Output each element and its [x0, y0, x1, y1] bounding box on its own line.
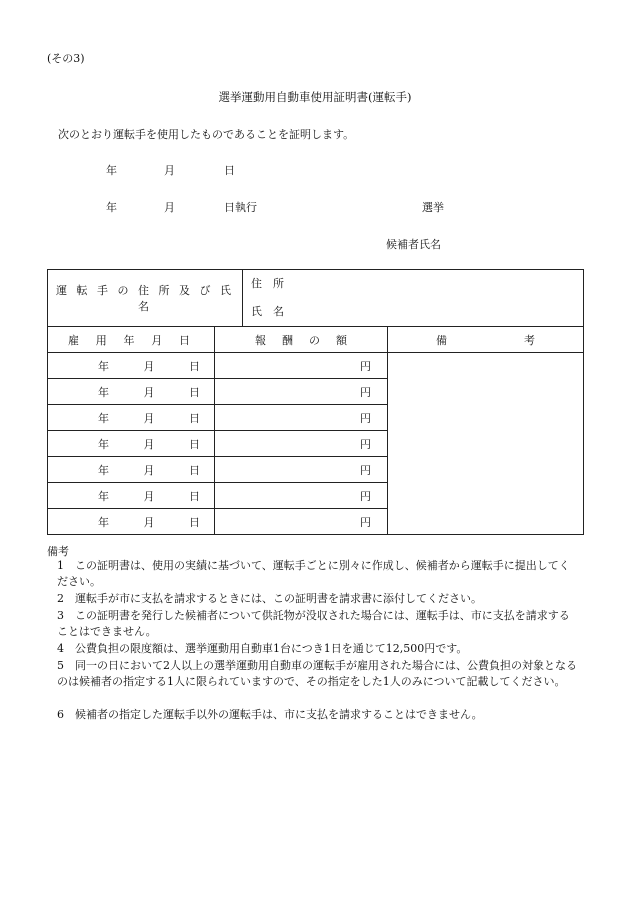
note-text: 公費負担の限度額は、選挙運動用自動車1台につき1日を通じて12,500円です。	[75, 642, 468, 655]
pay-amount-cell[interactable]	[215, 431, 388, 457]
row-year: 年	[98, 463, 109, 477]
row-month: 月	[143, 489, 155, 503]
page-label: (その3)	[47, 52, 85, 65]
driver-info-cell[interactable]	[243, 270, 584, 327]
employment-date-cell[interactable]	[48, 457, 215, 483]
header-char: 雇	[68, 333, 79, 347]
note-number: 1	[57, 559, 64, 572]
header-char: 用	[95, 333, 107, 347]
note-item	[57, 658, 577, 690]
note-number: 3	[57, 609, 64, 622]
document-title: 選挙運動用自動車使用証明書(運転手)	[218, 90, 412, 104]
remarks-header	[388, 327, 584, 353]
employment-date-cell[interactable]	[48, 483, 215, 509]
note-number: 4	[57, 642, 64, 655]
header-char: 報	[255, 333, 266, 347]
row-year: 年	[98, 515, 109, 529]
driver-label-cell	[48, 270, 243, 327]
row-yen: 円	[360, 463, 371, 477]
row-yen: 円	[360, 411, 371, 425]
pay-amount-header	[215, 327, 388, 353]
row-year: 年	[98, 385, 109, 399]
election-month-label: 月	[164, 201, 175, 214]
column-header-row	[48, 327, 584, 353]
row-day: 日	[189, 489, 200, 503]
certificate-table	[47, 269, 584, 535]
row-day: 日	[189, 411, 200, 425]
row-month: 月	[143, 385, 155, 399]
row-yen: 円	[360, 385, 371, 399]
header-char: 月	[151, 333, 163, 347]
row-month: 月	[143, 437, 155, 451]
table-row	[48, 353, 584, 379]
employment-date-cell[interactable]	[48, 431, 215, 457]
intro-text: 次のとおり運転手を使用したものであることを証明します。	[58, 128, 355, 141]
note-text: この証明書を発行した候補者について供託物が没収された場合には、運転手は、市に支払を請求することはできません。	[57, 609, 570, 638]
employment-date-header	[48, 327, 215, 353]
header-char: 酬	[282, 333, 293, 347]
row-yen: 円	[360, 489, 371, 503]
row-year: 年	[98, 411, 109, 425]
note-item	[57, 707, 577, 723]
row-yen: 円	[360, 515, 371, 529]
row-year: 年	[98, 359, 109, 373]
row-month: 月	[143, 411, 155, 425]
note-number: 5	[57, 659, 64, 672]
note-item	[57, 558, 577, 590]
notes-title: 備考	[47, 545, 69, 558]
note-item	[57, 641, 577, 657]
note-item	[57, 608, 577, 640]
row-yen: 円	[360, 437, 371, 451]
note-number: 2	[57, 592, 64, 605]
date-year-label: 年	[106, 164, 117, 177]
note-text: 運転手が市に支払を請求するときには、この証明書を請求書に添付してください。	[75, 592, 482, 605]
row-month: 月	[143, 515, 155, 529]
employment-date-cell[interactable]	[48, 353, 215, 379]
header-char: 年	[123, 333, 135, 347]
header-char: 日	[179, 333, 190, 347]
name-label: 氏 名	[251, 305, 284, 318]
driver-info-row	[48, 270, 584, 327]
row-year: 年	[98, 489, 109, 503]
header-char: の	[309, 333, 320, 347]
note-item	[57, 591, 577, 607]
row-year: 年	[98, 437, 109, 451]
candidate-name-label: 候補者氏名	[386, 238, 441, 251]
driver-label: 運 転 手 の 住 所 及 び 氏 名	[56, 284, 234, 313]
employment-date-cell[interactable]	[48, 379, 215, 405]
note-text: この証明書は、使用の実績に基づいて、運転手ごとに別々に作成し、候補者から運転手に提出してください。	[57, 559, 570, 588]
row-day: 日	[189, 515, 200, 529]
pay-amount-cell[interactable]	[215, 405, 388, 431]
note-text: 同一の日において2人以上の選挙運動用自動車の運転手が雇用された場合には、公費負担の対象となるのは候補者の指定する1人に限られていますので、その指定をした1人のみについて記載してください。	[57, 659, 577, 688]
election-year-label: 年	[106, 201, 117, 214]
header-char: 考	[524, 333, 535, 347]
pay-amount-cell[interactable]	[215, 483, 388, 509]
header-char: 備	[436, 333, 447, 347]
employment-date-cell[interactable]	[48, 405, 215, 431]
election-day-label: 日執行	[224, 201, 257, 214]
row-yen: 円	[360, 359, 371, 373]
pay-amount-cell[interactable]	[215, 457, 388, 483]
pay-amount-cell[interactable]	[215, 353, 388, 379]
address-label: 住 所	[251, 277, 284, 290]
date-month-label: 月	[164, 164, 175, 177]
date-day-label: 日	[224, 164, 235, 177]
row-day: 日	[189, 359, 200, 373]
header-char: 額	[336, 333, 347, 347]
remarks-cell[interactable]	[388, 353, 584, 535]
note-number: 6	[57, 708, 64, 721]
employment-date-cell[interactable]	[48, 509, 215, 535]
pay-amount-cell[interactable]	[215, 379, 388, 405]
row-day: 日	[189, 385, 200, 399]
election-label: 選挙	[422, 201, 444, 214]
row-day: 日	[189, 463, 200, 477]
row-month: 月	[143, 359, 155, 373]
note-text: 候補者の指定した運転手以外の運転手は、市に支払を請求することはできません。	[75, 708, 483, 721]
row-month: 月	[143, 463, 155, 477]
pay-amount-cell[interactable]	[215, 509, 388, 535]
row-day: 日	[189, 437, 200, 451]
